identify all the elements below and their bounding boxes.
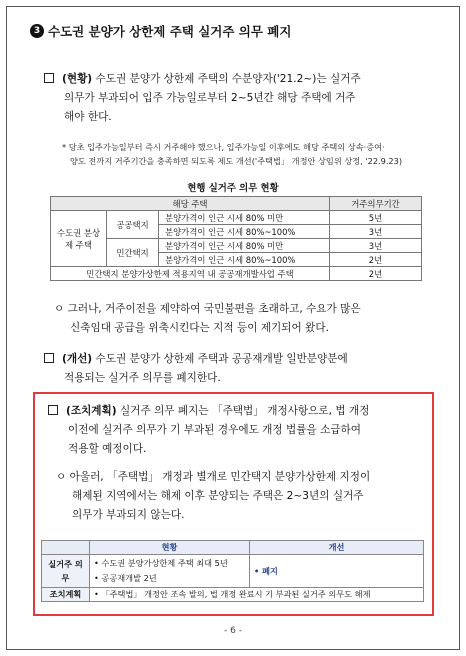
table1-row-period: 5년	[330, 211, 422, 225]
table1-row-desc: 분양가격이 인근 시세 80%~100%	[159, 253, 330, 267]
summary-table	[41, 540, 424, 602]
current-tag: (현황)	[62, 73, 93, 85]
page-number: - 6 -	[224, 626, 242, 636]
bullet2-line-2: 해제된 지역에서는 해제 이후 분양되는 주택은 2~3년의 실거주	[72, 490, 364, 502]
table1-header-house-cell: 해당 주택	[51, 197, 330, 211]
table1-group-cell: 수도권 분상제 주택	[51, 211, 107, 267]
table1-row-period: 3년	[330, 225, 422, 239]
bullet-paragraph-1	[54, 300, 434, 338]
plan-paragraph	[48, 402, 428, 459]
section-heading	[30, 22, 291, 40]
bullet1-line-2: 신축임대 공급을 위축시킨다는 지적 등이 제기되어 왔다.	[70, 322, 329, 334]
obligation-status-table-body	[50, 196, 422, 281]
summary-row2-label: 조치계획	[42, 588, 90, 602]
summary-current-item-1: • 수도권 분양가상한제 주택 최대 5년	[94, 558, 228, 568]
footnote	[62, 140, 432, 168]
table1-header-period-cell: 거주의무기간	[330, 197, 422, 211]
improvement-paragraph	[44, 350, 434, 388]
current-line-2: 의무가 부과되어 입주 가능일로부터 2~5년간 해당 주택에 거주	[64, 92, 356, 104]
bullet2-line-1: ㅇ 아울러, 「주택법」 개정과 별개로 민간택지 분양가상한제 지정이	[56, 471, 371, 483]
table1-row-period: 2년	[330, 253, 422, 267]
table1-private-cell: 민간택지	[107, 239, 159, 267]
improve-line-1: 수도권 분양가 상한제 주택과 공공재개발 일반분양분에	[95, 353, 348, 365]
table1-row-period: 3년	[330, 239, 422, 253]
plan-line-3: 적용할 예정이다.	[68, 443, 147, 455]
table1-row-desc: 분양가격이 인근 시세 80%~100%	[159, 225, 330, 239]
bullet1-line-1: ㅇ 그러나, 거주이전을 제약하여 국민불편을 초래하고, 수요가 많은	[54, 303, 361, 315]
plan-line-2: 이전에 실거주 의무가 기 부과된 경우에도 개정 법률을 소급하여	[68, 424, 362, 436]
table1-last-row-period: 2년	[330, 267, 422, 281]
summary-header-improved: 개선	[250, 541, 424, 555]
table1-title: 현행 실거주 의무 현황	[187, 183, 279, 194]
bullet2-line-3: 의무가 부과되지 않는다.	[72, 509, 185, 521]
footnote-line-2: 양도 전까지 거주기간을 충족하면 되도록 제도 개선('주택법」 개정안 상임위 상정, '22.9.23)	[70, 156, 403, 166]
improve-tag: (개선)	[62, 353, 93, 365]
summary-header-blank	[42, 541, 90, 555]
table1-row-desc: 분양가격이 인근 시세 80% 미만	[159, 211, 330, 225]
summary-current-item-2: • 공공재개발 2년	[94, 573, 157, 583]
current-status-paragraph	[44, 70, 434, 127]
checkbox-bullet-icon	[44, 353, 54, 363]
plan-line-1: 실거주 의무 폐지는 「주택법」 개정사항으로, 법 개정	[120, 405, 370, 417]
bullet-paragraph-2	[56, 468, 428, 525]
table1-row-desc: 분양가격이 인근 시세 80% 미만	[159, 239, 330, 253]
checkbox-bullet-icon	[44, 73, 54, 83]
heading-text: 수도권 분양가 상한제 주택 실거주 의무 폐지	[48, 24, 292, 39]
checkbox-bullet-icon	[48, 405, 58, 415]
footnote-line-1: * 당초 입주가능일부터 즉시 거주해야 했으나, 입주가능일 이후에도 해당 주택의 상속·증여·	[62, 142, 385, 152]
summary-row1-label: 실거주 의무	[42, 555, 90, 588]
heading-number-badge: 3	[30, 24, 44, 38]
table1-public-cell: 공공택지	[107, 211, 159, 239]
summary-header-current: 현황	[90, 541, 250, 555]
current-line-1: 수도권 분양가 상한제 주택의 수분양자('21.2~)는 실거주	[95, 73, 361, 85]
summary-row2-text: • 「주택법」 개정안 조속 발의, 법 개정 완료시 기 부과된 실거주 의무도 해제	[90, 588, 424, 602]
improve-line-2: 적용되는 실거주 의무를 폐지한다.	[64, 372, 221, 384]
table1-last-row-desc: 민간택지 분양가상한제 적용지역 내 공공재개발사업 주택	[51, 267, 330, 281]
summary-row1-improved: • 폐지	[250, 555, 424, 588]
current-line-3: 해야 한다.	[64, 111, 112, 123]
summary-row1-current	[90, 555, 250, 588]
plan-tag: (조치계획)	[66, 405, 117, 417]
